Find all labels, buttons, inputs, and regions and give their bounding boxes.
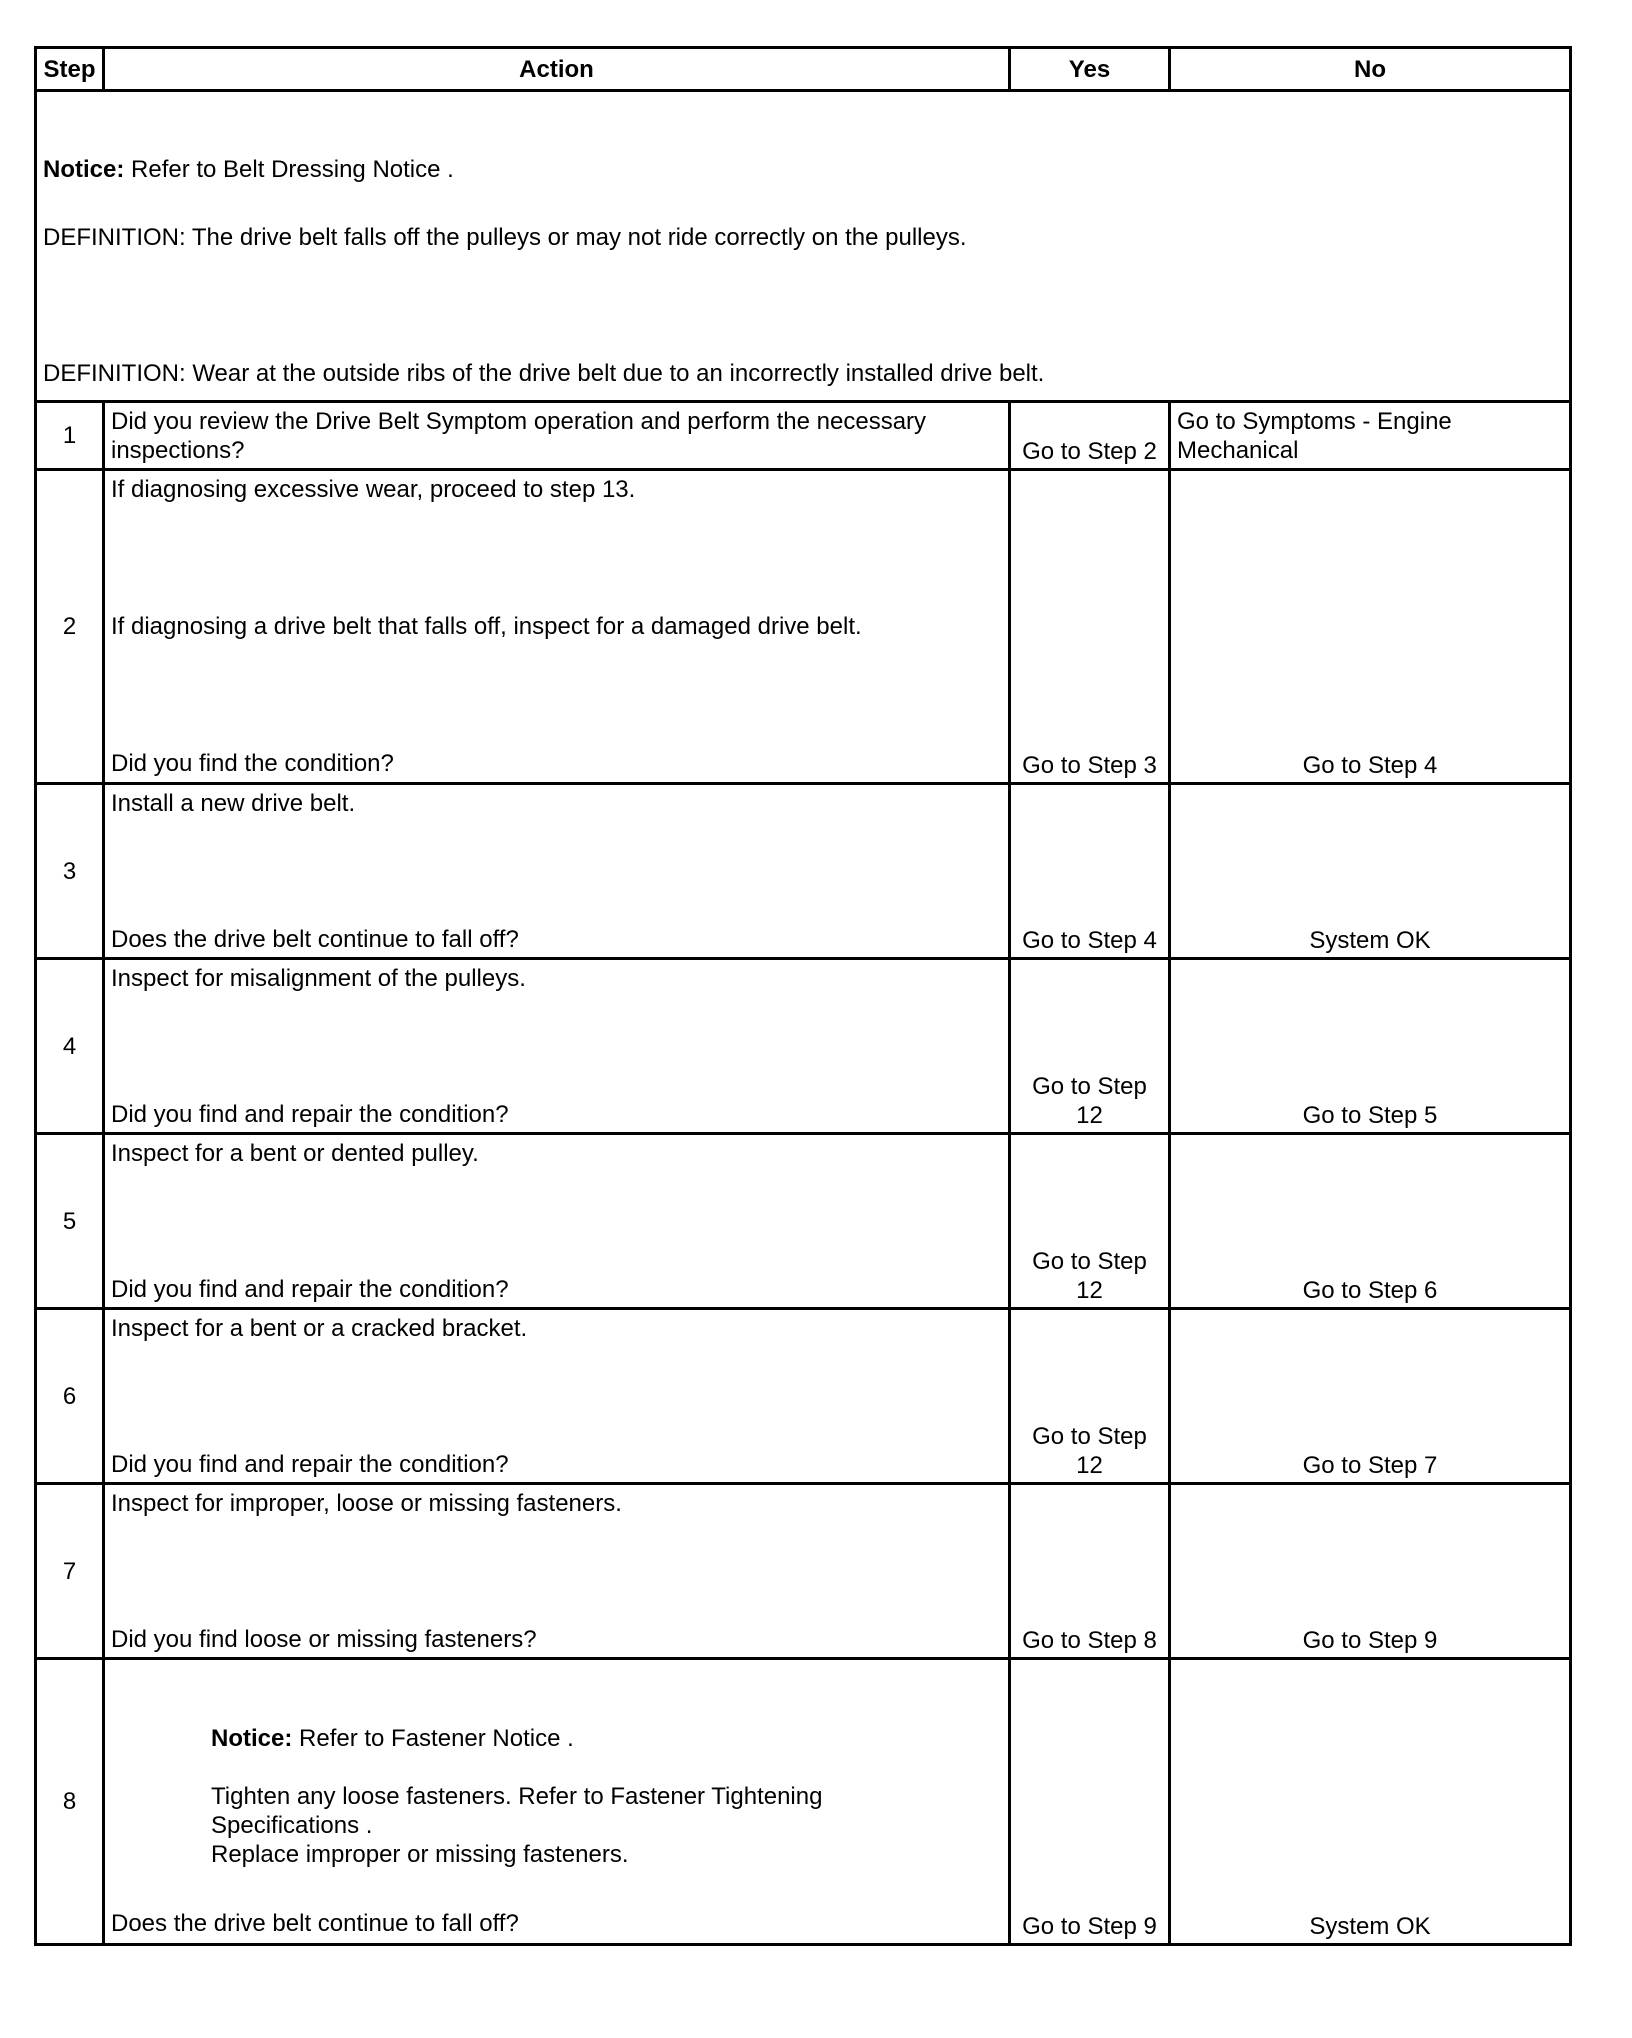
question-text: Did you find and repair the condition? — [111, 1451, 509, 1478]
step-number: 7 — [36, 1484, 104, 1659]
table-row — [36, 402, 1571, 470]
table-row — [36, 784, 1571, 959]
step-number: 1 — [36, 402, 104, 470]
action-text: Inspect for misalignment of the pulleys. — [111, 965, 526, 992]
action-cell — [104, 1309, 1010, 1484]
yes-text: Go to Step — [1032, 1073, 1147, 1100]
yes-cell — [1010, 959, 1170, 1134]
action-text: Install a new drive belt. — [111, 790, 356, 817]
step-number: 3 — [36, 784, 104, 959]
no-text: Go to Symptoms - Engine — [1177, 408, 1452, 435]
action-cell — [104, 1134, 1010, 1309]
no-text: Mechanical — [1177, 437, 1299, 464]
notice-text: Refer to Fastener Notice . — [292, 1725, 574, 1752]
question-text: Did you find loose or missing fasteners? — [111, 1626, 537, 1653]
intro-row — [36, 91, 1571, 402]
table-row — [36, 1484, 1571, 1659]
header-action: Action — [104, 48, 1010, 91]
step-number: 4 — [36, 959, 104, 1134]
action-cell — [104, 470, 1010, 784]
step-number: 5 — [36, 1134, 104, 1309]
question-text: Did you find the condition? — [111, 750, 394, 777]
question-text: Does the drive belt continue to fall off? — [111, 1910, 519, 1937]
no-cell: Go to Step 6 — [1170, 1134, 1571, 1309]
action-text: Replace improper or missing fasteners. — [211, 1841, 629, 1868]
table-row — [36, 1134, 1571, 1309]
table-row — [36, 470, 1571, 784]
action-text: Did you review the Drive Belt Symptom operation and perform the necessary — [111, 408, 927, 435]
action-text: inspections? — [111, 437, 245, 464]
action-cell — [104, 1484, 1010, 1659]
action-text: Specifications . — [211, 1812, 373, 1839]
question-text: Did you find and repair the condition? — [111, 1101, 509, 1128]
table-row — [36, 1309, 1571, 1484]
yes-text: 12 — [1076, 1277, 1103, 1304]
no-cell: System OK — [1170, 1659, 1571, 1945]
yes-cell — [1010, 1134, 1170, 1309]
yes-text: Go to Step — [1032, 1248, 1147, 1275]
action-text: If diagnosing a drive belt that falls off, inspect for a damaged drive belt. — [111, 613, 862, 640]
yes-cell: Go to Step 3 — [1010, 470, 1170, 784]
header-yes: Yes — [1010, 48, 1170, 91]
header-step: Step — [36, 48, 104, 91]
notice-text: Refer to Belt Dressing Notice . — [124, 156, 454, 183]
action-text: Inspect for improper, loose or missing fasteners. — [111, 1490, 622, 1517]
step-number: 2 — [36, 470, 104, 784]
yes-cell: Go to Step 9 — [1010, 1659, 1170, 1945]
header-no: No — [1170, 48, 1571, 91]
action-cell — [104, 1659, 1010, 1945]
question-text: Does the drive belt continue to fall off? — [111, 926, 519, 953]
fastener-notice — [111, 1724, 1008, 1753]
yes-text: Go to Step — [1032, 1423, 1147, 1450]
action-text: If diagnosing excessive wear, proceed to step 13. — [111, 476, 636, 503]
notice-label: Notice: — [211, 1725, 293, 1752]
action-text: Inspect for a bent or a cracked bracket. — [111, 1315, 528, 1342]
no-cell: Go to Step 9 — [1170, 1484, 1571, 1659]
action-cell — [104, 784, 1010, 959]
notice-label: Notice: — [43, 156, 125, 183]
belt-dressing-notice — [43, 155, 1563, 184]
step-number: 8 — [36, 1659, 104, 1945]
action-cell — [104, 959, 1010, 1134]
diagnostic-table — [34, 46, 1572, 1946]
diagnostic-table-sheet — [34, 46, 1569, 1946]
yes-text: 12 — [1076, 1102, 1103, 1129]
table-header-row — [36, 48, 1571, 91]
no-cell: System OK — [1170, 784, 1571, 959]
yes-cell: Go to Step 2 — [1010, 402, 1170, 470]
table-row — [36, 1659, 1571, 1945]
table-row — [36, 959, 1571, 1134]
yes-cell: Go to Step 4 — [1010, 784, 1170, 959]
action-text: Tighten any loose fasteners. Refer to Fastener Tightening — [211, 1783, 823, 1810]
no-cell: Go to Step 4 — [1170, 470, 1571, 784]
yes-cell — [1010, 1309, 1170, 1484]
no-cell — [1170, 402, 1571, 470]
definition-wear: DEFINITION: Wear at the outside ribs of the drive belt due to an incorrectly installed drive belt. — [43, 360, 1045, 387]
intro-cell — [36, 91, 1571, 402]
question-text: Did you find and repair the condition? — [111, 1276, 509, 1303]
action-cell — [104, 402, 1010, 470]
no-cell: Go to Step 5 — [1170, 959, 1571, 1134]
no-cell: Go to Step 7 — [1170, 1309, 1571, 1484]
step-number: 6 — [36, 1309, 104, 1484]
action-text: Inspect for a bent or dented pulley. — [111, 1140, 479, 1167]
yes-cell: Go to Step 8 — [1010, 1484, 1170, 1659]
yes-text: 12 — [1076, 1452, 1103, 1479]
definition-falls-off: DEFINITION: The drive belt falls off the pulleys or may not ride correctly on the pulleys. — [43, 224, 967, 251]
